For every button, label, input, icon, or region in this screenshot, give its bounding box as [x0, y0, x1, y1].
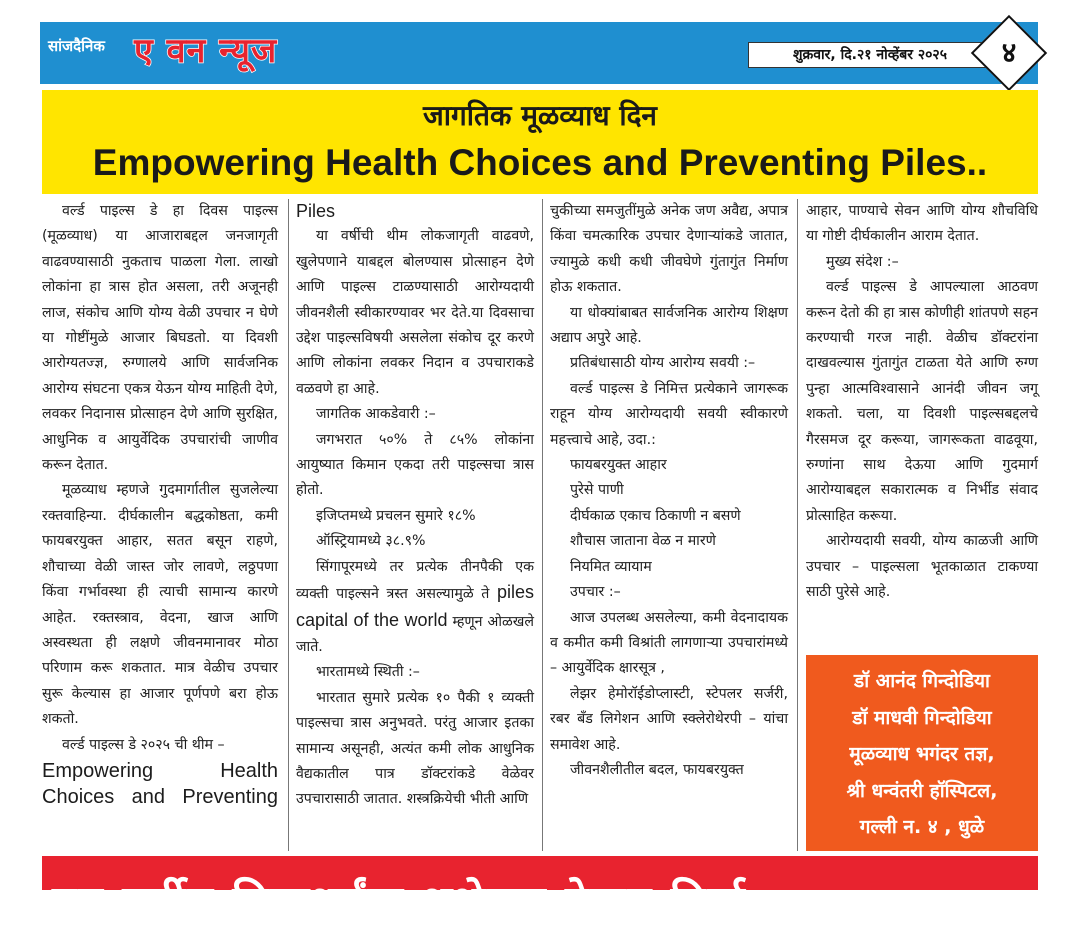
article-column-1 — [42, 199, 278, 810]
column-divider — [288, 199, 289, 851]
subheading: भारतामध्ये स्थिती :– — [316, 664, 420, 681]
doctor-specialty: मूळव्याध भगंदर तज्ञ, — [849, 743, 995, 765]
hospital-address: गल्ली न. ४ , धुळे — [859, 816, 985, 838]
doctor-name: डॉ माधवी गिन्दोडिया — [852, 706, 992, 729]
article-column-4 — [806, 199, 1038, 606]
doctor-advertisement — [806, 655, 1038, 851]
paragraph: वर्ल्ड पाइल्स डे निमित्त प्रत्येकाने जागरूक राहून योग्य आरोग्यदायी सवयी स्वीकारणे महत्त्वाचे आहे, उदा.: — [550, 380, 788, 448]
paragraph: जगभरात ५०% ते ८५% लोकांना आयुष्यात किमान एकदा तरी पाइल्सचा त्रास होतो. — [296, 431, 534, 499]
theme-english: Empowering Health Choices and Preventing — [42, 759, 278, 808]
theme-english-tail: Piles — [296, 201, 336, 221]
habit-item: दीर्घकाळ एकाच ठिकाणी न बसणे — [570, 507, 741, 524]
newspaper-title: ए वन न्यूज — [134, 31, 278, 71]
paragraph: वर्ल्ड पाइल्स डे आपल्याला आठवण करून देतो की हा त्रास कोणीही शांतपणे सहन करण्याची गरज नाही. वेळीच डॉक्टरांना दाखवल्यास गुंतागुंत टाळता येते आणि रुग्ण पुन्हा आत्मविश्वासाने आनंदी जीवन जगू शकतो. चला, या दिवशी पाइल्सबद्दलचे गैरसमज दूर करूया, जागरूकता वाढवूया, रुग्णांना साथ देऊया आणि गुदमार्ग आरोग्याबद्दल सकारात्मक व निर्भीड संवाद प्रोत्साहित करूया. — [806, 279, 1038, 524]
paragraph: लेझर हेमोरॉईडोप्लास्टी, स्टेपलर सर्जरी, रबर बँड लिगेशन आणि स्क्लेरोथेरपी – यांचा समावेश आहे. — [550, 685, 788, 753]
stat-line: इजिप्तमध्ये प्रचलन सुमारे १८% — [316, 507, 476, 524]
article-column-3 — [550, 199, 788, 783]
text-span: सिंगापूरमध्ये तर प्रत्येक तीनपैकी एक व्यक्ती पाइल्सने त्रस्त असल्यामुळे ते — [296, 558, 534, 603]
headline-marathi: जागतिक मूळव्याध दिन — [423, 99, 657, 132]
paragraph: आज उपलब्ध असलेल्या, कमी वेदनादायक व कमीत कमी विश्रांती लागणाऱ्या उपचारांमध्ये – आयुर्वेदिक क्षारसूत्र , — [550, 609, 788, 677]
masthead — [40, 22, 1038, 84]
text-span: म्हणून ओळखले जाते. — [296, 613, 534, 655]
doctor-name: डॉ आनंद गिन्दोडिया — [854, 670, 990, 692]
paragraph — [296, 555, 534, 661]
stat-line: ऑस्ट्रियामध्ये ३८.९% — [316, 533, 426, 550]
paragraph: वर्ल्ड पाइल्स डे हा दिवस पाइल्स (मूळव्याध) या आजाराबद्दल जनजागृती वाढवण्यासाठी नुकताच पाळला गेला. लाखो लोकांना हा त्रास होत असला, तरी अजूनही लाज, संकोच आणि योग्य वेळी उपचार न घेणे या गोष्टींमुळे आजार बिघडतो. या दिवशी आरोग्यतज्ज्ञ, रुग्णालये आणि सार्वजनिक आरोग्य संघटना एकत्र येऊन योग्य माहिती देणे, लवकर निदानास प्रोत्साहन देणे आणि सुरक्षित, आधुनिक व आयुर्वेदिक उपचारांची जाणीव करून देतात. — [42, 203, 278, 474]
subheading: जागतिक आकडेवारी :– — [316, 406, 436, 423]
headline-band — [42, 90, 1038, 194]
column-divider — [542, 199, 543, 851]
paragraph: या धोक्यांबाबत सार्वजनिक आरोग्य शिक्षण अद्याप अपुरे आहे. — [550, 304, 788, 347]
habit-item: शौचास जाताना वेळ न मारणे — [570, 533, 716, 550]
article-column-2 — [296, 199, 534, 813]
bottom-banner-text: नव वर्षीय विद्यार्थ्यांना शुभेच्छा देऊन दिर्घा — [52, 877, 747, 928]
subheading: मुख्य संदेश :– — [826, 253, 899, 270]
paragraph: मूळव्याध म्हणजे गुदमार्गातील सुजलेल्या रक्तवाहिन्या. दीर्घकालीन बद्धकोष्ठता, कमी फायबरयुक्त आहार, सतत बसून राहणे, शौचाच्या वेळी जास्त जोर लावणे, लठ्ठपणा किंवा गर्भावस्था ही त्याची सामान्य कारणे आहेत. रक्तस्त्राव, वेदना, खाज आणि अस्वस्थता ही लक्षणे जीवनमानावर मोठा परिणाम करू शकतात. मात्र वेळीच उपचार सुरू केल्यास हा आजार पूर्णपणे बरा होऊ शकतो. — [42, 482, 278, 728]
paragraph: जीवनशैलीतील बदल, फायबरयुक्त — [570, 761, 744, 778]
piles-capital-phrase: piles capital of the world — [296, 582, 534, 630]
paragraph: आरोग्यदायी सवयी, योग्य काळजी आणि उपचार – पाइल्सला भूतकाळात टाकण्या साठी पुरेसे आहे. — [806, 533, 1038, 601]
column-divider — [797, 199, 798, 851]
page-number: ४ — [1001, 36, 1017, 69]
headline-english: Empowering Health Choices and Preventing Piles.. — [92, 142, 988, 183]
subheading: प्रतिबंधासाठी योग्य आरोग्य सवयी :– — [570, 355, 756, 372]
paragraph: आहार, पाण्याचे सेवन आणि योग्य शौचविधि या गोष्टी दीर्घकालीन आराम देतात. — [806, 203, 1038, 245]
bottom-banner — [42, 856, 1038, 928]
subheading: उपचार :– — [570, 584, 621, 601]
dateline: शुक्रवार, दि.२१ नोव्हेंबर २०२५ — [748, 42, 992, 68]
hospital-name: श्री धन्वंतरी हॉस्पिटल, — [846, 779, 998, 802]
habit-item: फायबरयुक्त आहार — [570, 457, 667, 474]
habit-item: नियमित व्यायाम — [570, 558, 652, 575]
paragraph: भारतात सुमारे प्रत्येक १० पैकी १ व्यक्ती पाइल्सचा त्रास अनुभवते. परंतु आजार इतका सामान्य असूनही, अत्यंत कमी लोक आधुनिक वैद्यकातील पात्र डॉक्टरांकडे वेळेवर उपचारासाठी जातात. शस्त्रक्रियेची भीती आणि — [296, 689, 534, 808]
paragraph: चुकीच्या समजुतींमुळे अनेक जण अवैद्य, अपात्र किंवा चमत्कारिक उपचार देणाऱ्यांकडे जातात, ज्यामुळे कधी कधी जीवघेणे गुंतागुंत निर्माण होऊ शकतात. — [550, 203, 788, 296]
habit-item: पुरेसे पाणी — [570, 482, 624, 499]
paragraph: वर्ल्ड पाइल्स डे २०२५ ची थीम – — [62, 736, 225, 753]
masthead-kicker: सांजदैनिक — [48, 37, 105, 55]
paragraph: या वर्षीची थीम लोकजागृती वाढवणे, खुलेपणाने याबद्दल बोलण्यास प्रोत्साहन देणे आणि पाइल्स टाळण्यासाठी आरोग्यदायी जीवनशैली स्वीकारण्यावर भर देते.या दिवसाचा उद्देश पाइल्सविषयी असलेला संकोच दूर करणे आणि लोकांना लवकर निदान व उपचाराकडे वळवणे हा आहे. — [296, 228, 534, 397]
